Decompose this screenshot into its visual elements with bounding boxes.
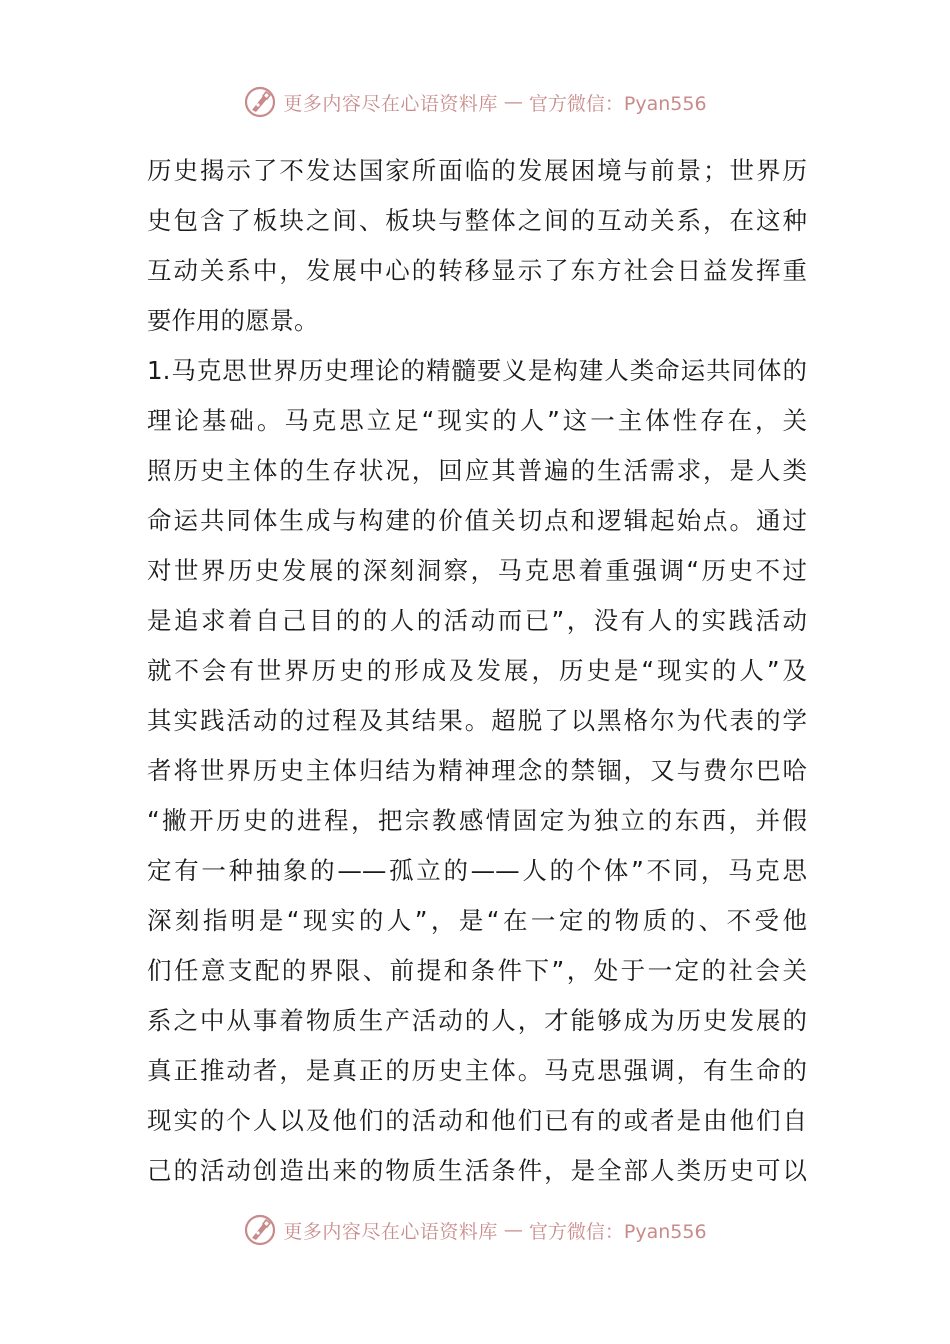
banner-wechat-text: 官方微信：Pyan556	[528, 1220, 707, 1243]
pen-nib-logo-icon	[243, 85, 277, 119]
text-line: 要作用的愿景。	[147, 306, 319, 335]
text-line: 照历史主体的生存状况，回应其普遍的生活需求，是人类	[147, 456, 807, 485]
text-line: 命运共同体生成与构建的价值关切点和逻辑起始点。通过	[147, 506, 807, 535]
banner-site-text: 更多内容尽在心语资料库	[283, 92, 498, 115]
text-line: 深刻指明是“现实的人”，是“在一定的物质的、不受他	[147, 906, 807, 935]
text-line: 对世界历史发展的深刻洞察，马克思着重强调“历史不过	[147, 556, 807, 585]
text-line: 历史揭示了不发达国家所面临的发展困境与前景；世界历	[147, 156, 807, 185]
text-line: 互动关系中，发展中心的转移显示了东方社会日益发挥重	[147, 256, 807, 285]
text-line: 史包含了板块之间、板块与整体之间的互动关系，在这种	[147, 206, 807, 235]
text-line: 是追求着自己目的的人的活动而已”，没有人的实践活动	[147, 606, 807, 635]
banner-site-text: 更多内容尽在心语资料库	[283, 1220, 498, 1243]
footer-banner	[0, 1210, 950, 1250]
text-line: 们任意支配的界限、前提和条件下”，处于一定的社会关	[147, 956, 807, 985]
text-line: 其实践活动的过程及其结果。超脱了以黑格尔为代表的学	[147, 706, 807, 735]
text-line: 系之中从事着物质生产活动的人，才能够成为历史发展的	[147, 1006, 807, 1035]
banner-separator: —	[503, 91, 523, 113]
header-banner	[0, 82, 950, 122]
banner-wechat-text: 官方微信：Pyan556	[528, 92, 707, 115]
text-line: “撇开历史的进程，把宗教感情固定为独立的东西，并假	[147, 806, 807, 835]
banner-separator: —	[503, 1219, 523, 1241]
text-line: 理论基础。马克思立足“现实的人”这一主体性存在，关	[147, 406, 807, 435]
text-line: 现实的个人以及他们的活动和他们已有的或者是由他们自	[147, 1106, 807, 1135]
text-line: 定有一种抽象的——孤立的——人的个体”不同，马克思	[147, 856, 807, 885]
text-line: 1.马克思世界历史理论的精髓要义是构建人类命运共同体的	[147, 356, 807, 385]
pen-nib-logo-icon	[243, 1213, 277, 1247]
text-line: 就不会有世界历史的形成及发展，历史是“现实的人”及	[147, 656, 807, 685]
document-body	[147, 146, 807, 1196]
text-line: 真正推动者，是真正的历史主体。马克思强调，有生命的	[147, 1056, 807, 1085]
text-line: 己的活动创造出来的物质生活条件，是全部人类历史可以	[147, 1156, 807, 1185]
text-line: 者将世界历史主体归结为精神理念的禁锢，又与费尔巴哈	[147, 756, 807, 785]
